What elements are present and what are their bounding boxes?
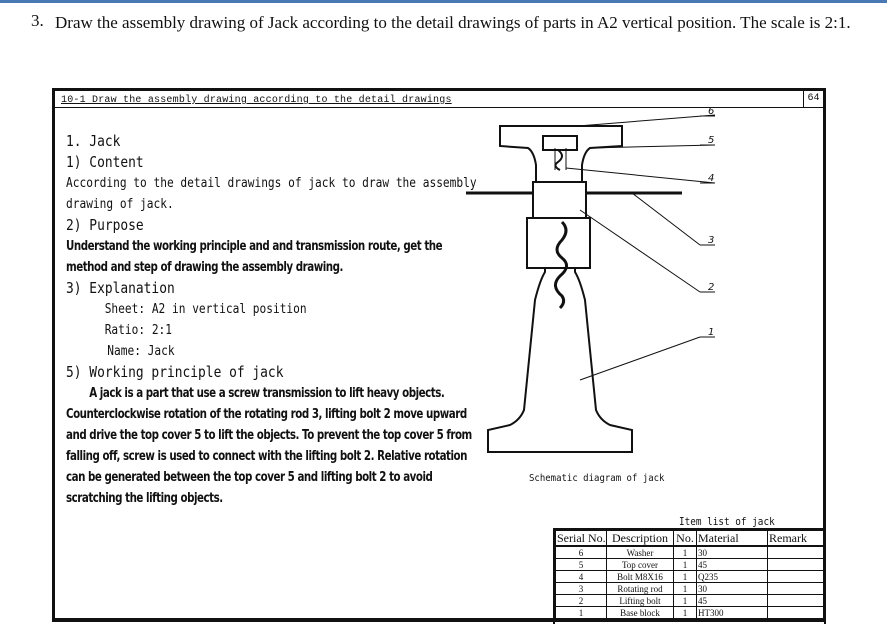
row-material: 45	[697, 595, 768, 607]
row-material: 45	[697, 559, 768, 571]
row-serial: 6	[556, 546, 607, 559]
base-block-shape	[488, 218, 632, 452]
callout-6: 6	[708, 106, 715, 117]
row-description: Rotating rod	[607, 583, 674, 595]
lifting-bolt-shape	[533, 182, 586, 218]
row-remark	[768, 571, 824, 583]
row-remark	[768, 583, 824, 595]
principle-text-4: falling off, screw is used to connect with the lifting bolt 2. Relative rotation	[66, 449, 467, 464]
row-qty: 1	[674, 583, 697, 595]
sheet-size-label: Sheet: A2 in vertical position	[104, 302, 307, 317]
name-label: Name: Jack	[107, 344, 175, 359]
jack-schematic-diagram	[455, 100, 825, 500]
table-row	[556, 607, 824, 619]
callout-5: 5	[708, 135, 715, 146]
row-material: Q235	[697, 571, 768, 583]
page-number: 64	[803, 91, 823, 108]
table-row	[556, 546, 824, 559]
row-serial: 4	[556, 571, 607, 583]
content-text-2: drawing of jack.	[66, 197, 174, 212]
row-remark	[768, 546, 824, 559]
row-qty: 1	[674, 571, 697, 583]
header-no: No.	[674, 531, 697, 547]
principle-text-1: A jack is a part that use a screw transmission to lift heavy objects.	[89, 386, 445, 401]
content-heading: 1) Content	[66, 153, 144, 171]
table-row	[556, 595, 824, 607]
table-row	[556, 571, 824, 583]
purpose-text-2: method and step of drawing the assembly drawing.	[66, 260, 343, 275]
washer-shape	[543, 136, 577, 150]
principle-heading: 5) Working principle of jack	[66, 363, 284, 381]
row-remark	[768, 559, 824, 571]
row-description: Washer	[607, 546, 674, 559]
row-qty: 1	[674, 595, 697, 607]
row-description: Bolt M8X16	[607, 571, 674, 583]
callout-2: 2	[708, 282, 715, 293]
table-row	[556, 559, 824, 571]
ratio-label: Ratio: 2:1	[104, 323, 173, 338]
item-list-header-row	[556, 531, 824, 547]
sheet-bottom-border	[52, 618, 826, 622]
purpose-text-1: Understand the working principle and and transmission route, get the	[66, 239, 443, 254]
header-remark: Remark	[768, 531, 824, 547]
row-qty: 1	[674, 607, 697, 619]
instruction-text-block	[66, 131, 477, 509]
top-accent-line	[0, 0, 887, 3]
question-text: Draw the assembly drawing of Jack according to the detail drawings of parts in A2 vertical position. The scale is 2:1.	[55, 13, 851, 32]
question-number: 3.	[31, 11, 44, 30]
header-material: Material	[697, 531, 768, 547]
purpose-heading: 2) Purpose	[66, 216, 144, 234]
header-description: Description	[607, 531, 674, 547]
row-description: Top cover	[607, 559, 674, 571]
principle-text-5: can be generated between the top cover 5 and lifting bolt 2 to avoid	[66, 470, 433, 485]
row-serial: 5	[556, 559, 607, 571]
principle-text-2: Counterclockwise rotation of the rotating rod 3, lifting bolt 2 move upward	[66, 407, 467, 422]
table-row	[556, 583, 824, 595]
row-material: 30	[697, 583, 768, 595]
diagram-caption: Schematic diagram of jack	[529, 473, 665, 484]
item-list-title: Item list of jack	[679, 515, 775, 528]
row-serial: 1	[556, 607, 607, 619]
row-description: Lifting bolt	[607, 595, 674, 607]
callout-4: 4	[708, 173, 715, 184]
sheet-title: 10-1 Draw the assembly drawing according to the detail drawings	[61, 95, 452, 106]
row-remark	[768, 595, 824, 607]
row-qty: 1	[674, 559, 697, 571]
row-qty: 1	[674, 546, 697, 559]
section-heading-jack: 1. Jack	[66, 132, 121, 150]
row-description: Base block	[607, 607, 674, 619]
callout-3: 3	[708, 235, 715, 246]
callout-1: 1	[708, 327, 715, 338]
principle-text-3: and drive the top cover 5 to lift the objects. To prevent the top cover 5 from	[66, 428, 472, 443]
header-serial-no: Serial No.	[557, 530, 606, 545]
row-material: 30	[697, 546, 768, 559]
row-remark	[768, 607, 824, 619]
row-serial: 3	[556, 583, 607, 595]
content-text-1: According to the detail drawings of jack to draw the assembly	[66, 176, 477, 191]
explanation-heading: 3) Explanation	[66, 279, 175, 297]
row-serial: 2	[556, 595, 607, 607]
item-list-table	[553, 528, 826, 624]
row-material: HT300	[697, 607, 768, 619]
principle-text-6: scratching the lifting objects.	[66, 491, 223, 506]
